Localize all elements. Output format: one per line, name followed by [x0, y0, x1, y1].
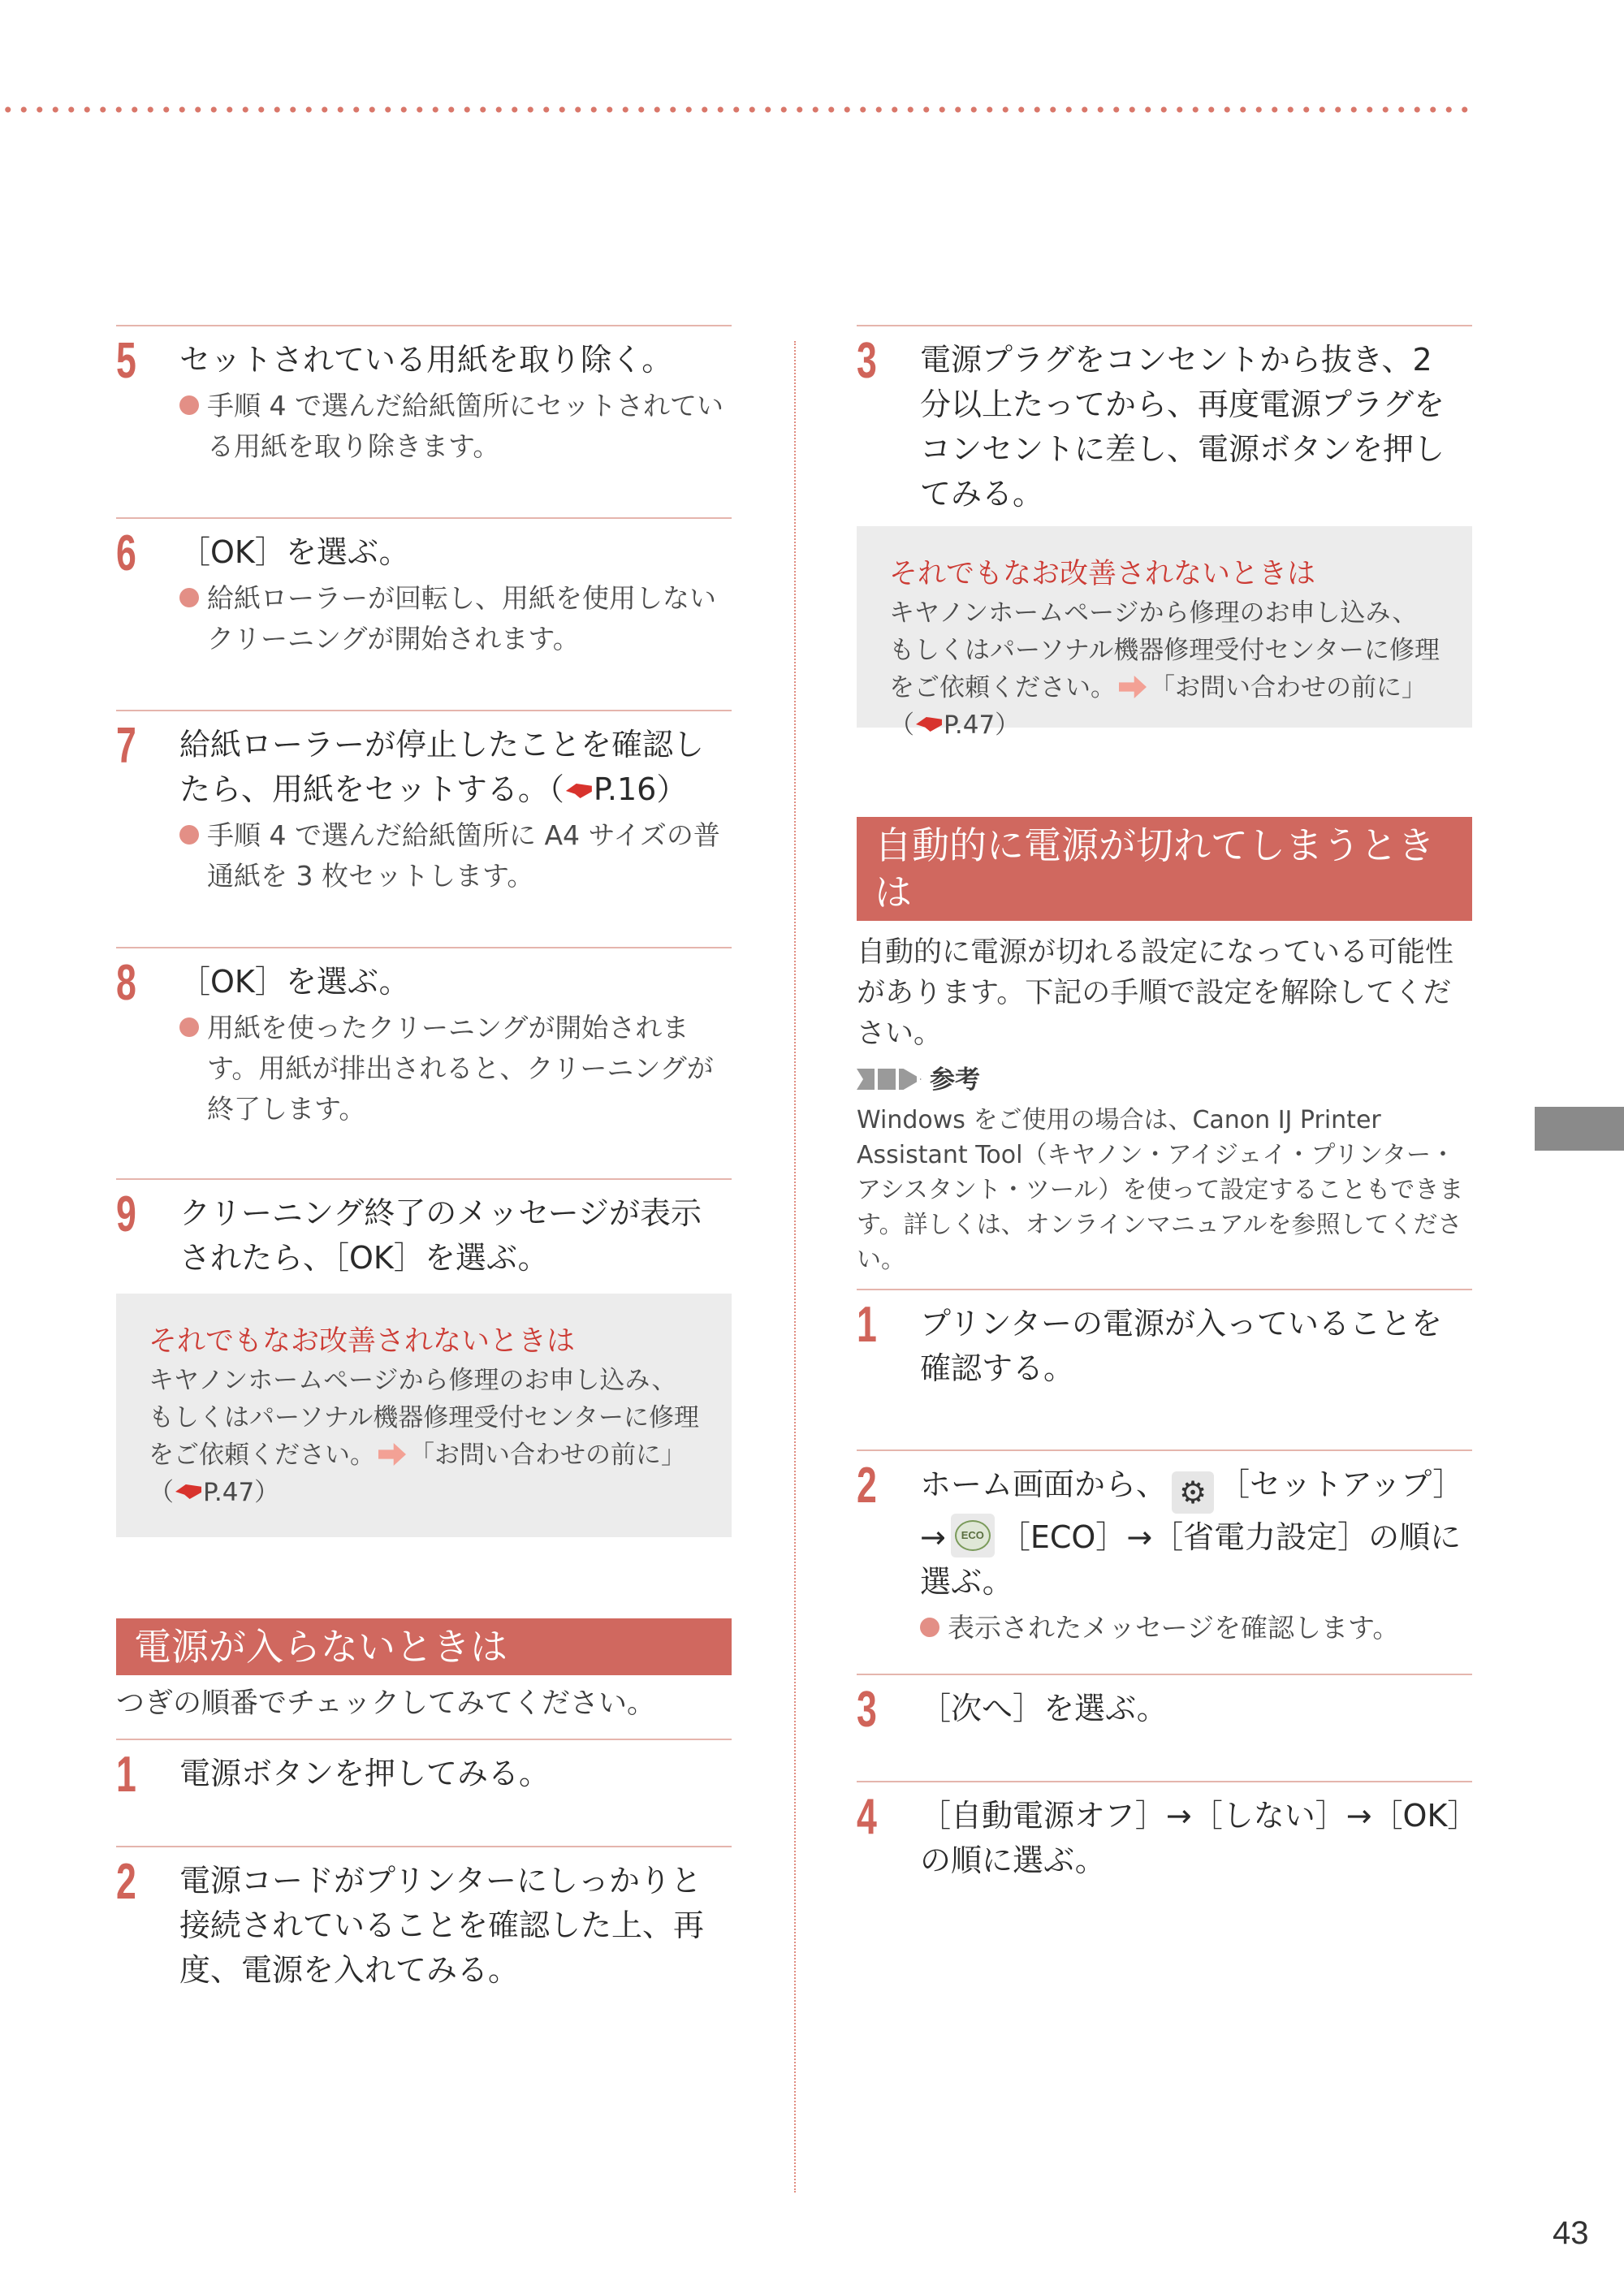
step-note-text: 手順 4 で選んだ給紙箇所に A4 サイズの普通紙を 3 枚セットします。 [207, 819, 720, 892]
step-note [179, 815, 732, 896]
pointing-hand-icon [916, 717, 942, 732]
box-title: それでもなお改善されないときは [149, 1325, 576, 1358]
box-body [889, 594, 1440, 744]
inquiry-link[interactable]: 「お問い合わせの前に」 [409, 1441, 686, 1470]
box-body-text: キヤノンホームページから修理のお申し込み、もしくはパーソナル機器修理受付センターに修理をご依頼ください。 [889, 598, 1440, 702]
step-7 [116, 710, 732, 947]
box-title: それでもなお改善されないときは [889, 558, 1316, 590]
box-body-text: キヤノンホームページから修理のお申し込み、もしくはパーソナル機器修理受付センターに修理をご依頼ください。 [149, 1366, 699, 1470]
eco-menu-label: ［ECO］ [999, 1519, 1127, 1555]
box-body [149, 1362, 699, 1511]
auto-off-step-4 [857, 1781, 1472, 1904]
auto-off-step-2 [857, 1449, 1472, 1674]
step-title: ［OK］を選ぶ。 [179, 964, 410, 1000]
step-title: 電源コードがプリンターにしっかりと接続されていることを確認した上、再度、電源を入れてみる。 [179, 1863, 705, 1988]
left-column [116, 325, 732, 2010]
step-note-text: 表示されたメッセージを確認します。 [948, 1612, 1400, 1644]
auto-off-step-3 [857, 1674, 1472, 1781]
pointing-hand-icon [175, 1484, 201, 1499]
arrow-right-icon [1119, 676, 1147, 698]
power-step-2 [116, 1846, 732, 2010]
step-number: 9 [116, 1186, 136, 1242]
step-number: 3 [857, 1682, 877, 1738]
pointing-hand-icon [566, 784, 592, 798]
side-tab-marker [1535, 1107, 1624, 1151]
step-title [857, 1451, 1472, 1605]
step-note [179, 1008, 732, 1130]
paren-open: （ [889, 711, 914, 740]
step-number: 2 [857, 1458, 877, 1514]
step-note [179, 578, 732, 659]
arrow-text: → [920, 1519, 946, 1555]
bullet-dot-icon [179, 395, 199, 415]
reference-body: Windows をご使用の場合は、Canon IJ Printer Assistant Tool（キヤノン・アイジェイ・プリンター・アシスタント・ツール）を使って設定することもできます。詳しくは、オンラインマニュアルを参照してください。 [857, 1106, 1464, 1274]
step-number: 7 [116, 718, 136, 774]
step-title: セットされている用紙を取り除く。 [179, 342, 673, 378]
step-note-text: 用紙を使ったクリーニングが開始されます。用紙が排出されると、クリーニングが終了します。 [207, 1012, 714, 1125]
power-step-3 [857, 325, 1472, 526]
setup-menu-label: ［セットアップ］ [1219, 1467, 1464, 1502]
step-number: 8 [116, 955, 136, 1011]
step-title: ［次へ］を選ぶ。 [920, 1691, 1168, 1726]
triple-chevron-icon [857, 1069, 922, 1090]
step-9 [116, 1178, 732, 1294]
step-title: ［OK］を選ぶ。 [179, 534, 410, 570]
paren-close: ） [995, 711, 1021, 740]
gear-icon: ⚙ [1172, 1471, 1214, 1514]
troubleshoot-box [116, 1294, 732, 1537]
page-number: 43 [1553, 2215, 1589, 2251]
step-title-text: ホーム画面から、 [920, 1467, 1168, 1502]
step-note-text: 給紙ローラーが回転し、用紙を使用しないクリーニングが開始されます。 [207, 582, 716, 655]
step-number: 6 [116, 525, 136, 581]
page-reference-link[interactable]: P.16 [593, 771, 657, 807]
inquiry-link[interactable]: 「お問い合わせの前に」 [1150, 673, 1427, 702]
step-number: 3 [857, 333, 877, 389]
section-heading: 自動的に電源が切れてしまうときは [857, 817, 1472, 921]
bullet-dot-icon [179, 588, 199, 607]
step-note-text: 手順 4 で選んだ給紙箇所にセットされている用紙を取り除きます。 [207, 390, 723, 462]
eco-icon-label: ECO [955, 1520, 991, 1551]
step-title: 電源ボタンを押してみる。 [179, 1756, 551, 1791]
section-intro: つぎの順番でチェックしてみてください。 [116, 1687, 655, 1720]
step-title-text: 給紙ローラーが停止したことを確認したら、用紙をセットする。（ [179, 727, 705, 807]
step-number: 5 [116, 333, 136, 389]
power-step-1 [116, 1739, 732, 1846]
step-title: 電源プラグをコンセントから抜き、2 分以上たってから、再度電源プラグをコンセントに差し、電源ボタンを押してみる。 [920, 342, 1445, 512]
arrow-right-icon [378, 1443, 406, 1466]
section-heading: 電源が入らないときは [116, 1618, 732, 1675]
step-number: 4 [857, 1789, 877, 1845]
step-title: プリンターの電源が入っていることを確認する。 [920, 1306, 1442, 1386]
eco-icon [951, 1514, 995, 1557]
step-title: クリーニング終了のメッセージが表示されたら、［OK］を選ぶ。 [179, 1195, 702, 1276]
section-intro: 自動的に電源が切れる設定になっている可能性があります。下記の手順で設定を解除してください。 [857, 936, 1454, 1050]
paren-close: ） [656, 771, 688, 807]
right-column [857, 325, 1472, 1904]
page-reference-link[interactable]: P.47 [203, 1478, 255, 1507]
step-5 [116, 325, 732, 517]
troubleshoot-box [857, 526, 1472, 740]
bullet-dot-icon [179, 1017, 199, 1037]
paren-open: （ [149, 1478, 174, 1507]
step-number: 2 [116, 1854, 136, 1910]
step-8 [116, 947, 732, 1178]
step-note [920, 1608, 1472, 1648]
step-number: 1 [857, 1297, 877, 1353]
page-reference-link[interactable]: P.47 [944, 711, 996, 740]
column-divider [794, 341, 796, 2192]
spacer [116, 1537, 732, 1618]
step-title: ［自動電源オフ］→［しない］→［OK］の順に選ぶ。 [920, 1798, 1463, 1878]
auto-off-step-1 [857, 1289, 1472, 1449]
reference-label-text: 参考 [930, 1065, 980, 1095]
step-title [116, 711, 732, 812]
bullet-dot-icon [179, 825, 199, 845]
reference-label [857, 1062, 1472, 1098]
step-title-text: →［省電力設定］の順に選ぶ。 [920, 1519, 1462, 1600]
top-dotted-rule [0, 106, 1474, 114]
step-6 [116, 517, 732, 710]
bullet-dot-icon [920, 1618, 939, 1637]
step-number: 1 [116, 1747, 136, 1803]
step-note [179, 386, 732, 467]
paren-close: ） [254, 1478, 280, 1507]
reference-note [857, 1059, 1472, 1289]
